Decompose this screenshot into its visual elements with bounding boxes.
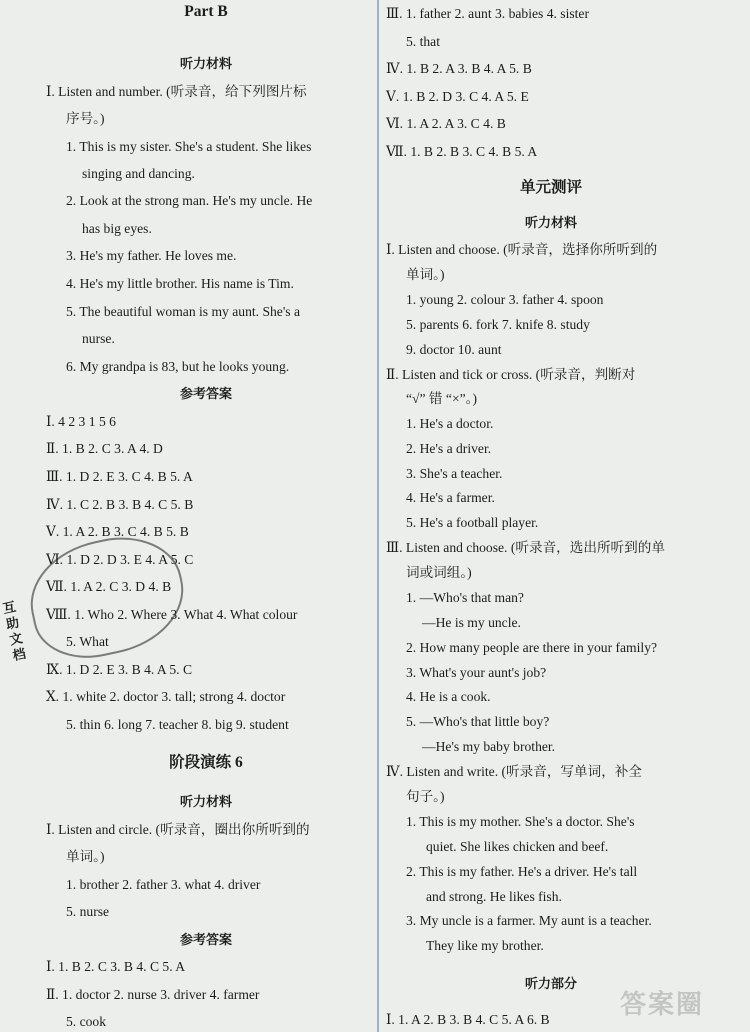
text-line: 4. He's a farmer.	[406, 490, 495, 505]
answer-line: Ⅳ. 1. B 2. A 3. B 4. A 5. B	[386, 61, 532, 76]
text-line: 1. —Who's that man?	[406, 590, 524, 605]
answer-line: 5. What	[66, 634, 109, 649]
answer-line: 5. cook	[66, 1014, 107, 1029]
text-line: 1. brother 2. father 3. what 4. driver	[66, 877, 261, 892]
answer-line: Ⅸ. 1. D 2. E 3. B 4. A 5. C	[46, 662, 193, 677]
question-line: 单词。)	[406, 267, 445, 282]
question-line: Ⅱ. Listen and tick or cross. (听录音，判断对	[386, 367, 636, 382]
answer-line: Ⅲ. 1. father 2. aunt 3. babies 4. sister	[386, 6, 589, 21]
text-line: and strong. He likes fish.	[426, 889, 562, 904]
answer-line: Ⅵ. 1. D 2. D 3. E 4. A 5. C	[46, 552, 194, 567]
question-line: Ⅰ. Listen and number. (听录音，给下列图片标	[46, 84, 307, 99]
text-line: 4. He is a cook.	[406, 689, 491, 704]
question-line: Ⅳ. Listen and write. (听录音，写单词，补全	[386, 764, 642, 779]
heading-listening-material: 听力材料	[179, 794, 232, 809]
answer-line: Ⅳ. 1. C 2. B 3. B 4. C 5. B	[46, 497, 194, 512]
text-line: 2. He's a driver.	[406, 441, 492, 456]
text-line: 1. young 2. colour 3. father 4. spoon	[406, 292, 604, 307]
column-divider	[377, 0, 379, 1032]
section-title-part-b: Part B	[184, 3, 228, 20]
answer-line: Ⅰ. 4 2 3 1 5 6	[46, 414, 116, 429]
answer-line: Ⅲ. 1. D 2. E 3. C 4. B 5. A	[46, 469, 193, 484]
question-line: Ⅲ. Listen and choose. (听录音，选出所听到的单	[386, 540, 665, 555]
text-line: has big eyes.	[82, 221, 152, 236]
answer-line: Ⅴ. 1. A 2. B 3. C 4. B 5. B	[46, 524, 189, 539]
text-line: 5. —Who's that little boy?	[406, 714, 550, 729]
text-line: 4. He's my little brother. His name is Tim.	[66, 276, 294, 291]
section-title-stage-6: 阶段演练 6	[169, 754, 243, 771]
answer-line: Ⅰ. 1. B 2. C 3. B 4. C 5. A	[46, 959, 186, 974]
section-title-unit-test: 单元测评	[519, 179, 582, 196]
text-line: 1. This is my sister. She's a student. She likes	[66, 139, 312, 154]
heading-reference-answers: 参考答案	[179, 386, 232, 401]
text-line: nurse.	[82, 331, 115, 346]
heading-listening-material: 听力材料	[179, 56, 232, 71]
stamp-mark	[20, 525, 194, 669]
answer-line: 5. that	[406, 34, 440, 49]
text-line: —He's my baby brother.	[422, 739, 556, 754]
question-line: “√” 错 “×”。)	[406, 391, 477, 406]
heading-listening-section: 听力部分	[524, 976, 577, 991]
text-line: 5. nurse	[66, 904, 110, 919]
text-line: 3. She's a teacher.	[406, 466, 503, 481]
answer-line: Ⅴ. 1. B 2. D 3. C 4. A 5. E	[386, 89, 529, 104]
text-line: 2. Look at the strong man. He's my uncle. He	[66, 193, 313, 208]
stamp-text: 互助文档	[1, 599, 28, 665]
text-line: They like my brother.	[426, 938, 544, 953]
heading-listening-material: 听力材料	[524, 215, 577, 230]
text-line: 2. How many people are there in your family?	[406, 640, 658, 655]
watermark-logo: 答案圈	[620, 990, 705, 1020]
answer-line: Ⅱ. 1. doctor 2. nurse 3. driver 4. farmer	[46, 987, 260, 1002]
text-line: 3. My uncle is a farmer. My aunt is a teacher.	[406, 913, 652, 928]
answer-line: Ⅰ. 1. A 2. B 3. B 4. C 5. A 6. B	[386, 1012, 550, 1027]
question-line: 词或词组。)	[406, 565, 472, 580]
text-line: 1. He's a doctor.	[406, 416, 494, 431]
text-line: —He is my uncle.	[422, 615, 521, 630]
question-line: 单词。)	[66, 849, 105, 864]
answer-line: Ⅶ. 1. A 2. C 3. D 4. B	[46, 579, 172, 594]
text-line: singing and dancing.	[82, 166, 195, 181]
text-line: 5. The beautiful woman is my aunt. She's a	[66, 304, 301, 319]
text-line: 9. doctor 10. aunt	[406, 342, 502, 357]
answer-line: Ⅷ. 1. Who 2. Where 3. What 4. What colour	[46, 607, 298, 622]
question-line: Ⅰ. Listen and circle. (听录音，圈出你所听到的	[46, 822, 310, 837]
question-line: 序号。)	[66, 111, 105, 126]
text-line: 1. This is my mother. She's a doctor. She's	[406, 814, 635, 829]
text-line: 5. parents 6. fork 7. knife 8. study	[406, 317, 590, 332]
text-line: 6. My grandpa is 83, but he looks young.	[66, 359, 290, 374]
answer-line: 5. thin 6. long 7. teacher 8. big 9. student	[66, 717, 289, 732]
text-line: 3. What's your aunt's job?	[406, 665, 547, 680]
answer-line: Ⅹ. 1. white 2. doctor 3. tall; strong 4. doctor	[46, 689, 286, 704]
answer-line: Ⅶ. 1. B 2. B 3. C 4. B 5. A	[386, 144, 538, 159]
text-line: 2. This is my father. He's a driver. He's tall	[406, 864, 638, 879]
text-line: quiet. She likes chicken and beef.	[426, 839, 609, 854]
text-line: 3. He's my father. He loves me.	[66, 248, 237, 263]
question-line: Ⅰ. Listen and choose. (听录音，选择你所听到的	[386, 242, 658, 257]
question-line: 句子。)	[406, 789, 445, 804]
answer-line: Ⅱ. 1. B 2. C 3. A 4. D	[46, 441, 163, 456]
answer-line: Ⅵ. 1. A 2. A 3. C 4. B	[386, 116, 506, 131]
heading-reference-answers: 参考答案	[179, 932, 232, 947]
text-line: 5. He's a football player.	[406, 515, 539, 530]
